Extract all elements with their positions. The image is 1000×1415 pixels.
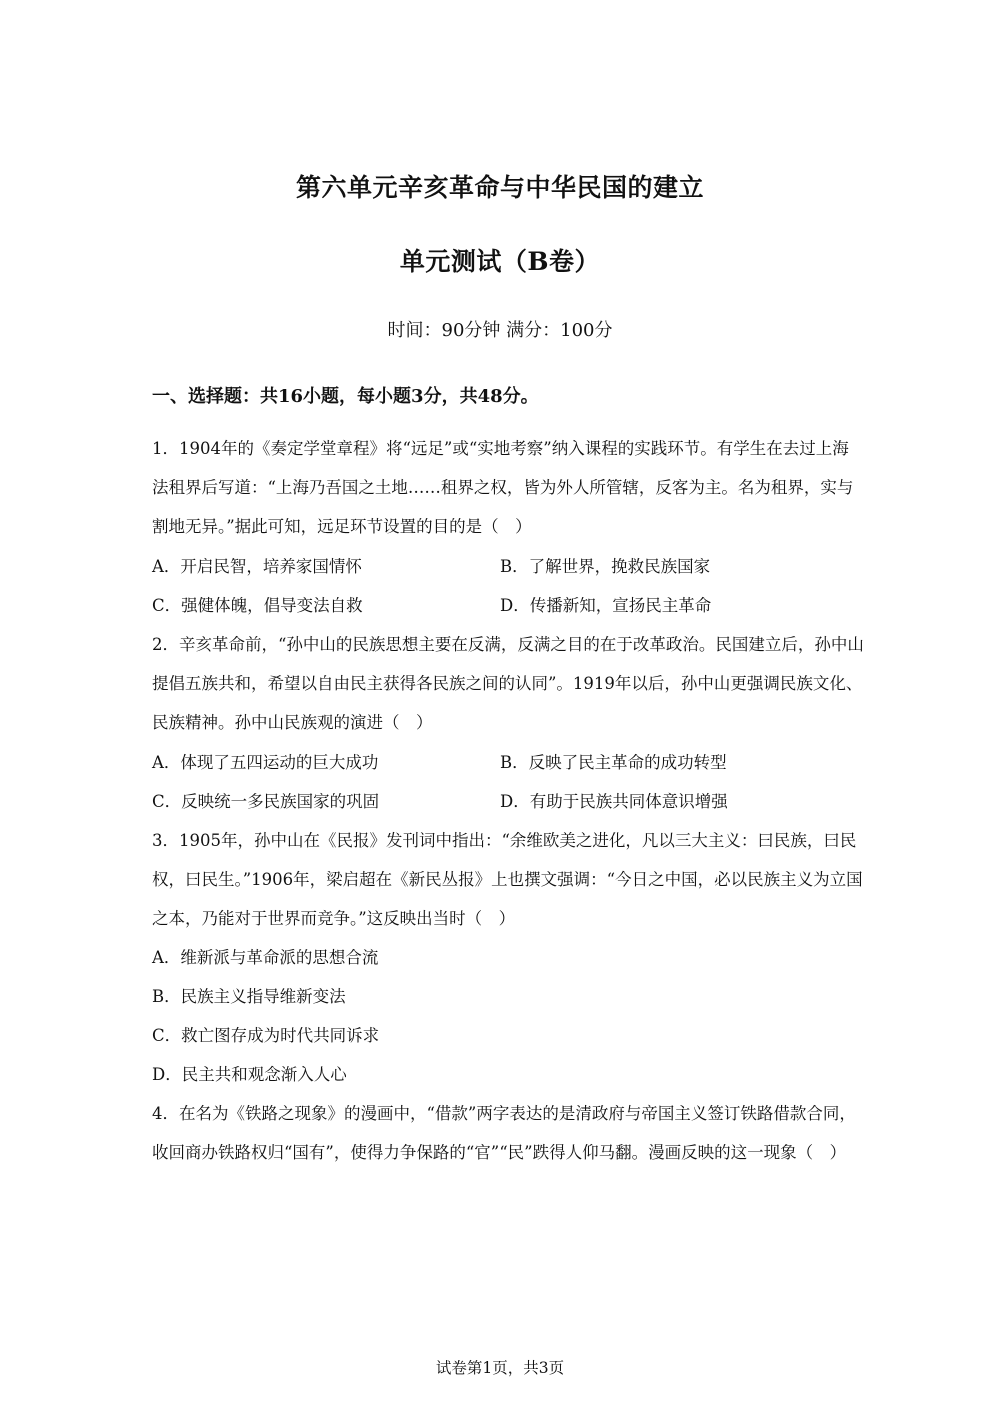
- question-1-stem: 1．1904年的《奏定学堂章程》将“远足”或“实地考察”纳入课程的实践环节。有学生在去过上海法租界后写道：“上海乃吾国之土地……租界之权，皆为外人所管辖，反客为主。名为租界，实与割地无异。”据此可知，远足环节设置的目的是（ ）: [152, 439, 854, 536]
- question-3-option-d[interactable]: D．民主共和观念渐入人心: [152, 1065, 347, 1084]
- exam-meta: 时间：90分钟 满分：100分: [387, 320, 613, 341]
- question-1-option-d[interactable]: D．传播新知，宣扬民主革命: [500, 596, 712, 615]
- question-2-option-b[interactable]: B．反映了民主革命的成功转型: [500, 753, 727, 772]
- question-1-option-c[interactable]: C．强健体魄，倡导变法自救: [152, 596, 363, 615]
- question-2-stem: 2．辛亥革命前，“孙中山的民族思想主要在反满，反满之目的在于改革政治。民国建立后，孙中山提倡五族共和，希望以自由民主获得各民族之间的认同”。1919年以后，孙中山更强调民族文化、民族精神。孙中山民族观的演进（ ）: [152, 635, 864, 732]
- section-heading: 一、选择题：共16小题，每小题3分，共48分。: [152, 386, 539, 407]
- question-2-option-a[interactable]: A．体现了五四运动的巨大成功: [152, 753, 379, 772]
- question-3-option-a[interactable]: A．维新派与革命派的思想合流: [152, 948, 379, 967]
- question-1-option-b[interactable]: B．了解世界，挽救民族国家: [500, 557, 711, 576]
- question-2-option-d[interactable]: D．有助于民族共同体意识增强: [500, 792, 728, 811]
- question-2-option-c[interactable]: C．反映统一多民族国家的巩固: [152, 792, 380, 811]
- question-3-stem: 3．1905年，孙中山在《民报》发刊词中指出：“余维欧美之进化，凡以三大主义：曰民族，曰民权，曰民生。”1906年，梁启超在《新民丛报》上也撰文强调：“今日之中国，必以民族主义为立国之本，乃能对于世界而竞争。”这反映出当时（ ）: [152, 831, 863, 928]
- page-title: 第六单元辛亥革命与中华民国的建立: [295, 173, 704, 202]
- question-4-stem: 4．在名为《铁路之现象》的漫画中，“借款”两字表达的是清政府与帝国主义签订铁路借款合同，收回商办铁路权归“国有”，使得力争保路的“官”“民”跌得人仰马翻。漫画反映的这一现象（ ）: [152, 1104, 856, 1162]
- page-footer: 试卷第1页，共3页: [435, 1359, 565, 1377]
- page-subtitle: 单元测试（B卷）: [399, 247, 601, 276]
- question-3-option-b[interactable]: B．民族主义指导维新变法: [152, 987, 346, 1006]
- question-1-option-a[interactable]: A．开启民智，培养家国情怀: [152, 557, 362, 576]
- question-3-option-c[interactable]: C．救亡图存成为时代共同诉求: [152, 1026, 380, 1045]
